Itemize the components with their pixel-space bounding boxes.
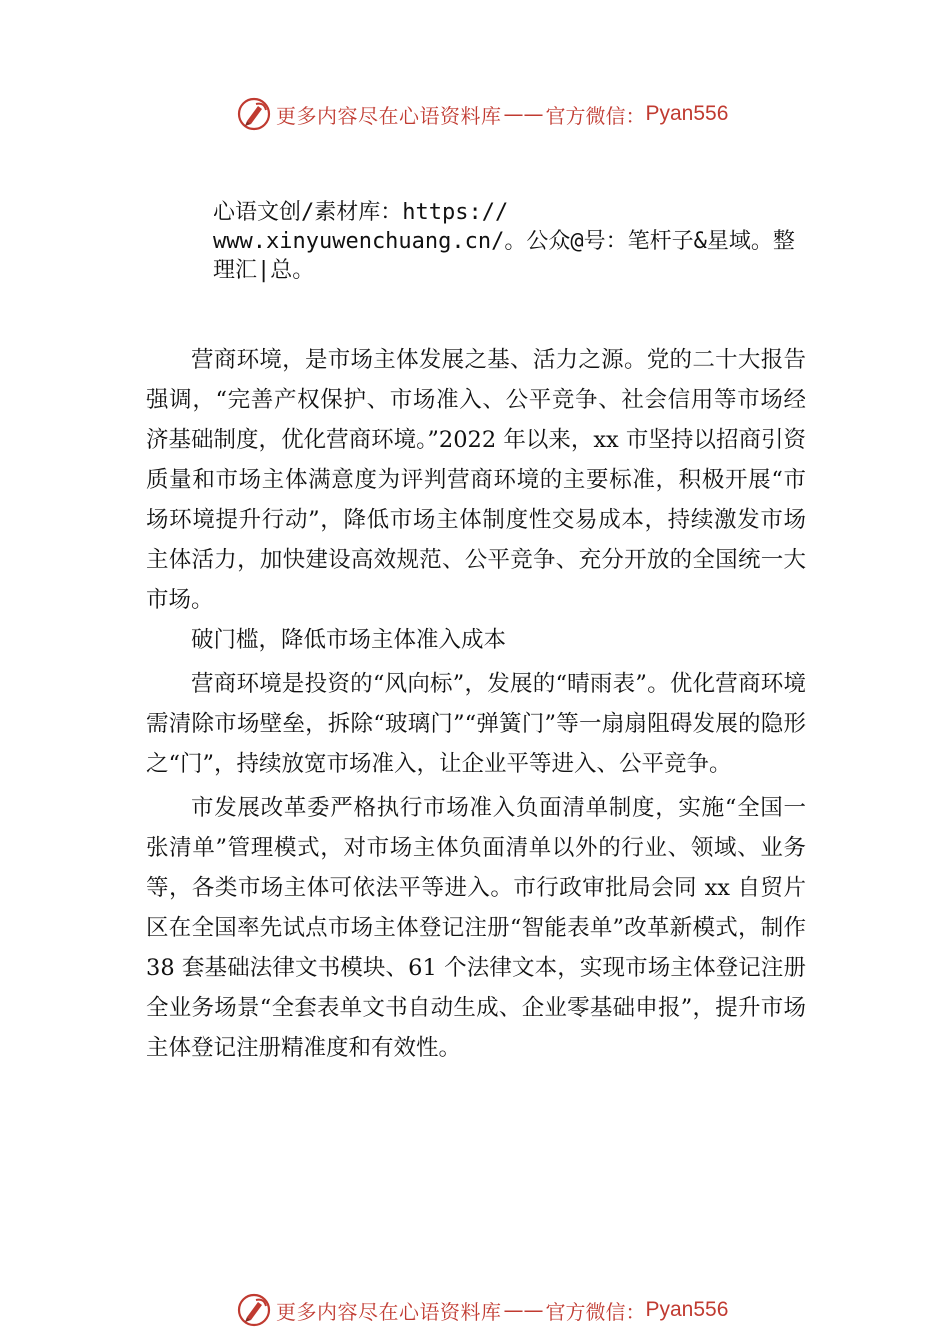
footer-banner-wechat-label: 官方微信：: [545, 1299, 646, 1324]
banner-wechat-id: Pyan556: [645, 102, 729, 125]
footer-banner-title: 更多内容尽在心语资料库: [276, 1299, 502, 1324]
source-note-line-2: www.xinyuwenchuang.cn/。公众@号：笔杆子&星域。整: [213, 229, 795, 254]
article-paragraph-1: 营商环境，是市场主体发展之基、活力之源。党的二十大报告强调，“完善产权保护、市场准入、公平竞争、社会信用等市场经济基础制度，优化营商环境。”2022 年以来，xx 市坚持以招商引资质量和市场主体满意度为评判营商环境的主要标准，积极开展“市场环境提升行动”，降低市场主体制度性交易成本，持续激发市场主体活力，加快建设高效规范、公平竞争、充分开放的全国统一大市场。: [146, 347, 806, 613]
source-note: [213, 198, 833, 285]
banner-wechat-label: 官方微信：: [545, 103, 646, 128]
footer-banner-separator: ——: [503, 1298, 544, 1322]
header-banner: [236, 94, 728, 134]
article-body: [146, 340, 806, 1068]
article-paragraph-2: 营商环境是投资的“风向标”，发展的“晴雨表”。优化营商环境需清除市场壁垒，拆除“玻璃门”“弹簧门”等一扇扇阻碍发展的隐形之“门”，持续放宽市场准入，让企业平等进入、公平竞争。: [146, 671, 806, 777]
pen-nib-logo-icon: [236, 96, 272, 132]
source-note-line-1: 心语文创/素材库：https://: [213, 200, 509, 225]
source-note-line-3: 理汇|总。: [213, 258, 315, 283]
pen-nib-logo-icon: [236, 1292, 272, 1328]
footer-banner: [236, 1290, 728, 1330]
banner-separator: ——: [503, 102, 544, 126]
article-paragraph-3: 市发展改革委严格执行市场准入负面清单制度，实施“全国一张清单”管理模式，对市场主体负面清单以外的行业、领域、业务等，各类市场主体可依法平等进入。市行政审批局会同 xx 自贸片区在全国率先试点市场主体登记注册“智能表单”改革新模式，制作 38 套基础法律文书模块、61 个法律文本，实现市场主体登记注册全业务场景“全套表单文书自动生成、企业零基础申报”，提升市场主体登记注册精准度和有效性。: [146, 795, 806, 1061]
section-heading: 破门槛，降低市场主体准入成本: [191, 627, 507, 653]
banner-title: 更多内容尽在心语资料库: [276, 103, 502, 128]
footer-banner-wechat-id: Pyan556: [645, 1298, 729, 1321]
